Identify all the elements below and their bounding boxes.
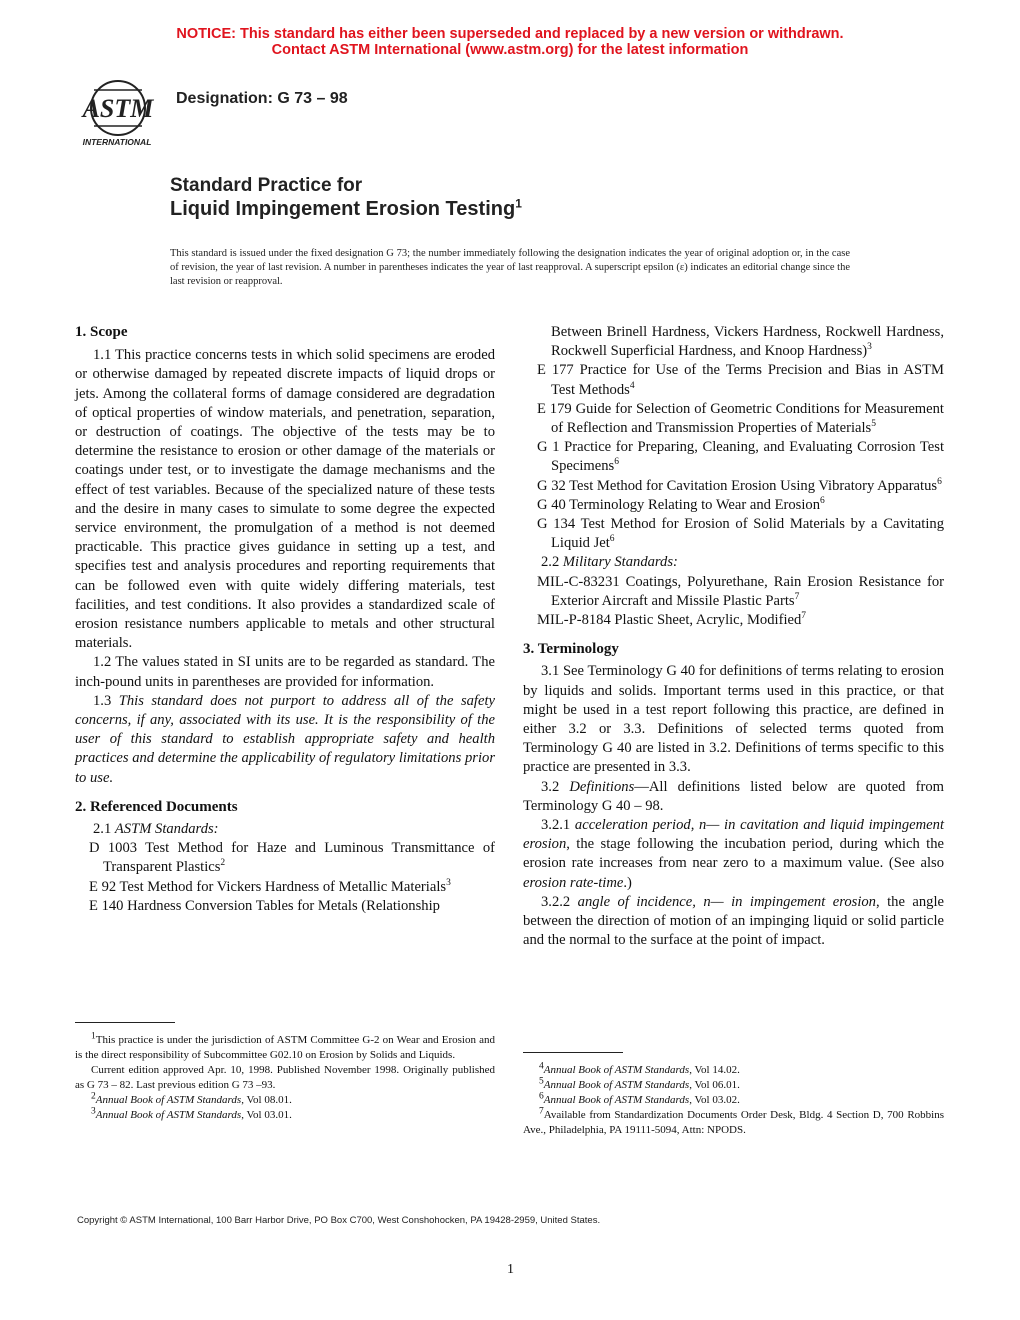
ref-e140-continued	[523, 323, 944, 361]
ref-g1	[523, 438, 944, 476]
footnotes-right	[523, 1063, 944, 1138]
notice-line-2: Contact ASTM International (www.astm.org) for the latest information	[271, 42, 749, 58]
para-2-2-text: Military Standards:	[562, 554, 678, 571]
ref-g32-footnote-ref[interactable]: 6	[937, 476, 942, 487]
para-3-2-number: 3.2	[541, 778, 570, 795]
ref-e179	[523, 400, 944, 438]
logo-subtext: INTERNATIONAL	[82, 137, 152, 147]
ref-e92-text: E 92 Test Method for Vickers Hardness of Metallic Materials	[89, 878, 447, 895]
left-column	[75, 323, 495, 916]
footnote-5-volume: , Vol 06.01.	[689, 1079, 740, 1091]
para-3-2-1-see-also: erosion rate-time	[523, 874, 624, 891]
ref-d1003	[75, 839, 495, 877]
page-number: 1	[507, 1262, 514, 1277]
footnotes-left	[75, 1033, 495, 1123]
para-1-3-text: This standard does not purport to address all of the safety concerns, if any, associated with its use. It is the responsibility of the user of this standard to establish appropriate safety and health practices and determine the applicability of regulatory limitations prior to use.	[75, 692, 495, 786]
para-3-2-2-text: , the angle between the direction of motion of an impinging liquid or solid particle and the normal to the surface at the point of impact.	[523, 893, 944, 949]
right-column	[523, 323, 944, 951]
footnote-rule-right	[523, 1052, 623, 1053]
title-text: Liquid Impingement Erosion Testing	[170, 198, 516, 220]
footnote-2-volume: , Vol 08.01.	[241, 1094, 292, 1106]
logo-text: ASTM	[82, 94, 154, 123]
para-2-2-number: 2.2	[541, 554, 563, 571]
para-3-2-term: Definitions	[569, 778, 635, 795]
para-2-2	[523, 553, 944, 572]
footnote-2-marker: 2	[91, 1091, 96, 1102]
footnote-4-marker: 4	[539, 1061, 544, 1072]
ref-e179-footnote-ref[interactable]: 5	[871, 419, 876, 430]
footnote-3-source: Annual Book of ASTM Standards	[95, 1109, 242, 1121]
footnote-3	[75, 1108, 495, 1123]
footnote-2	[75, 1093, 495, 1108]
footnote-4	[523, 1063, 944, 1078]
ref-mil-p-8184-text: MIL-P-8184 Plastic Sheet, Acrylic, Modified	[537, 612, 802, 629]
footnote-1-text: This practice is under the jurisdiction of ASTM Committee G-2 on Wear and Erosion and is the direct responsibility of Subcommittee G02.10 on Erosion by Solids and Liquids.	[75, 1034, 495, 1061]
para-3-2	[523, 778, 944, 816]
ref-g134-text: G 134 Test Method for Erosion of Solid Materials by a Cavitating Liquid Jet	[537, 516, 944, 552]
footnote-7-marker: 7	[539, 1106, 544, 1117]
para-3-2-2-number: 3.2.2	[541, 893, 578, 910]
footnote-3-volume: , Vol 03.01.	[241, 1109, 292, 1121]
ref-d1003-footnote-ref[interactable]: 2	[220, 858, 226, 869]
ref-g40	[523, 496, 944, 515]
footnote-6-volume: , Vol 03.02.	[689, 1094, 740, 1106]
title-line-2	[170, 198, 522, 221]
astm-logo	[72, 76, 162, 152]
footnote-7-text: Available from Standardization Documents Order Desk, Bldg. 4 Section D, 700 Robbins Ave., Philadelphia, PA 19111-5094, Attn: NPODS.	[523, 1109, 944, 1136]
section-heading-scope: 1. Scope	[75, 324, 128, 340]
designation: Designation: G 73 – 98	[176, 90, 348, 107]
ref-e177-text: E 177 Practice for Use of the Terms Precision and Bias in ASTM Test Methods	[537, 362, 944, 398]
ref-g1-footnote-ref[interactable]: 6	[614, 457, 619, 468]
para-2-1-text: ASTM Standards:	[114, 821, 219, 838]
ref-mil-c-83231	[523, 573, 944, 611]
para-1-1: 1.1 This practice concerns tests in which solid specimens are eroded or otherwise damaged by repeated discrete impacts of liquid drops or jets. Among the collateral forms of damage considered are degradation of optical properties of window materials, and penetration, separation, or destruction of coatings. The objective of the tests may be to determine the resistance to erosion or other damage of the materials or coatings under test, or to investigate the damage mechanisms and the effect of test variables. Because of the specialized nature of these tests and the desire in many cases to simulate to some degree the expected service environment, the promulgation of a method is not deemed practicable. This practice gives guidance in setting up a test, and specifies test and analysis procedures and reporting requirements that can be followed even with quite widely differing materials, test facilities, and test conditions. It also provides a standardized scale of erosion resistance numbers applicable to metals and other structural materials.	[75, 347, 495, 652]
ref-g32-text: G 32 Test Method for Cavitation Erosion Using Vibratory Apparatus	[537, 477, 938, 494]
ref-e140: E 140 Hardness Conversion Tables for Metals (Relationship	[89, 897, 440, 914]
ref-e177-footnote-ref[interactable]: 4	[629, 380, 635, 391]
notice-line-1: NOTICE: This standard has either been superseded and replaced by a new version or withdrawn.	[176, 26, 844, 42]
ref-g134	[523, 515, 944, 553]
para-3-2-2-term: angle of incidence, n— in impingement erosion	[577, 893, 876, 910]
footnote-1-marker: 1	[91, 1031, 96, 1042]
issued-note: This standard is issued under the fixed designation G 73; the number immediately following the designation indicates the year of original adoption or, in the case of revision, the year of last revision. A number in parentheses indicates the year of last reapproval. A superscript epsilon (ε) indicates an editorial change since the last revision or reapproval.	[170, 248, 850, 287]
ref-mil-c-83231-text: MIL-C-83231 Coatings, Polyurethane, Rain Erosion Resistance for Exterior Aircraft and Missile Plastic Parts	[537, 573, 944, 609]
ref-mil-p-8184	[523, 611, 944, 630]
para-3-2-1-text: , the stage following the incubation period, during which the erosion rate increases from near zero to a maximum value. (See also	[523, 836, 944, 872]
ref-e92	[75, 878, 495, 897]
footnote-7	[523, 1108, 944, 1138]
ref-e179-text: E 179 Guide for Selection of Geometric Conditions for Measurement of Reflection and Transmission Properties of Materials	[537, 400, 944, 437]
footnote-6	[523, 1093, 944, 1108]
para-1-2: 1.2 The values stated in SI units are to be regarded as standard. The inch-pound units in parentheses are provided for information.	[75, 654, 495, 690]
ref-e177	[523, 361, 944, 399]
footnote-5-source: Annual Book of ASTM Standards	[543, 1079, 690, 1091]
copyright-line: Copyright © ASTM International, 100 Barr Harbor Drive, PO Box C700, West Conshohocken, PA 19428-2959, United States.	[77, 1215, 601, 1226]
para-2-1	[75, 820, 495, 839]
ref-g134-footnote-ref[interactable]: 6	[609, 534, 615, 545]
ref-g40-footnote-ref[interactable]: 6	[820, 495, 825, 506]
para-3-2-text: —All definitions listed below are quoted from Terminology G 40 – 98.	[523, 778, 944, 814]
para-3-2-1-term: acceleration period, n— in cavitation and liquid impingement erosion	[523, 817, 944, 853]
para-1-3	[75, 692, 495, 788]
ref-g1-text: G 1 Practice for Preparing, Cleaning, and Evaluating Corrosion Test Specimens	[537, 439, 944, 475]
title-footnote-ref[interactable]: 1	[515, 196, 522, 211]
ref-e140-continued-text: Between Brinell Hardness, Vickers Hardness, Rockwell Hardness, Rockwell Superficial Hardness, and Knoop Hardness)	[551, 324, 944, 360]
para-3-2-1-number: 3.2.1	[541, 817, 575, 834]
footnote-1b: Current edition approved Apr. 10, 1998. Published November 1998. Originally published as G 73 – 82. Last previous edition G 73 –93.	[75, 1064, 495, 1091]
ref-d1003-text: D 1003 Test Method for Haze and Luminous Transmittance of Transparent Plastics	[89, 840, 495, 876]
para-3-2-2	[523, 893, 944, 951]
footnote-1	[75, 1033, 495, 1063]
section-heading-terminology: 3. Terminology	[523, 641, 619, 658]
footnote-6-source: Annual Book of ASTM Standards	[543, 1094, 690, 1106]
ref-e140-footnote-ref[interactable]: 3	[867, 342, 872, 353]
title-line-1: Standard Practice for	[170, 175, 363, 196]
footnote-4-volume: , Vol 14.02.	[689, 1064, 740, 1076]
ref-mil-c-83231-footnote-ref[interactable]: 7	[794, 591, 800, 602]
withdrawn-notice	[0, 26, 1020, 58]
para-2-1-number: 2.1	[93, 821, 115, 838]
ref-mil-p-8184-footnote-ref[interactable]: 7	[801, 611, 807, 622]
footnote-5-marker: 5	[539, 1076, 544, 1087]
para-3-2-1-end: .)	[623, 874, 632, 891]
footnote-5	[523, 1078, 944, 1093]
footnote-rule-left	[75, 1022, 175, 1023]
ref-g40-text: G 40 Terminology Relating to Wear and Erosion	[537, 496, 821, 513]
footnote-4-source: Annual Book of ASTM Standards	[543, 1064, 690, 1076]
footnote-3-marker: 3	[91, 1106, 96, 1117]
para-3-2-1	[523, 816, 944, 893]
section-heading-referenced-documents: 2. Referenced Documents	[75, 798, 238, 815]
ref-g32	[523, 477, 944, 496]
footnote-2-source: Annual Book of ASTM Standards	[95, 1094, 242, 1106]
ref-e92-footnote-ref[interactable]: 3	[446, 877, 451, 888]
para-3-1: 3.1 See Terminology G 40 for definitions of terms relating to erosion by liquids and solids. Important terms used in this practice, or that might be used in a test report following this practice, are defined in either 3.2 or 3.3. Definitions of selected terms quoted from Terminology G 40 are listed in 3.2. Definitions of terms specific to this practice are presented in 3.3.	[523, 663, 944, 776]
footnote-6-marker: 6	[539, 1091, 544, 1102]
para-1-3-number: 1.3	[93, 692, 119, 709]
